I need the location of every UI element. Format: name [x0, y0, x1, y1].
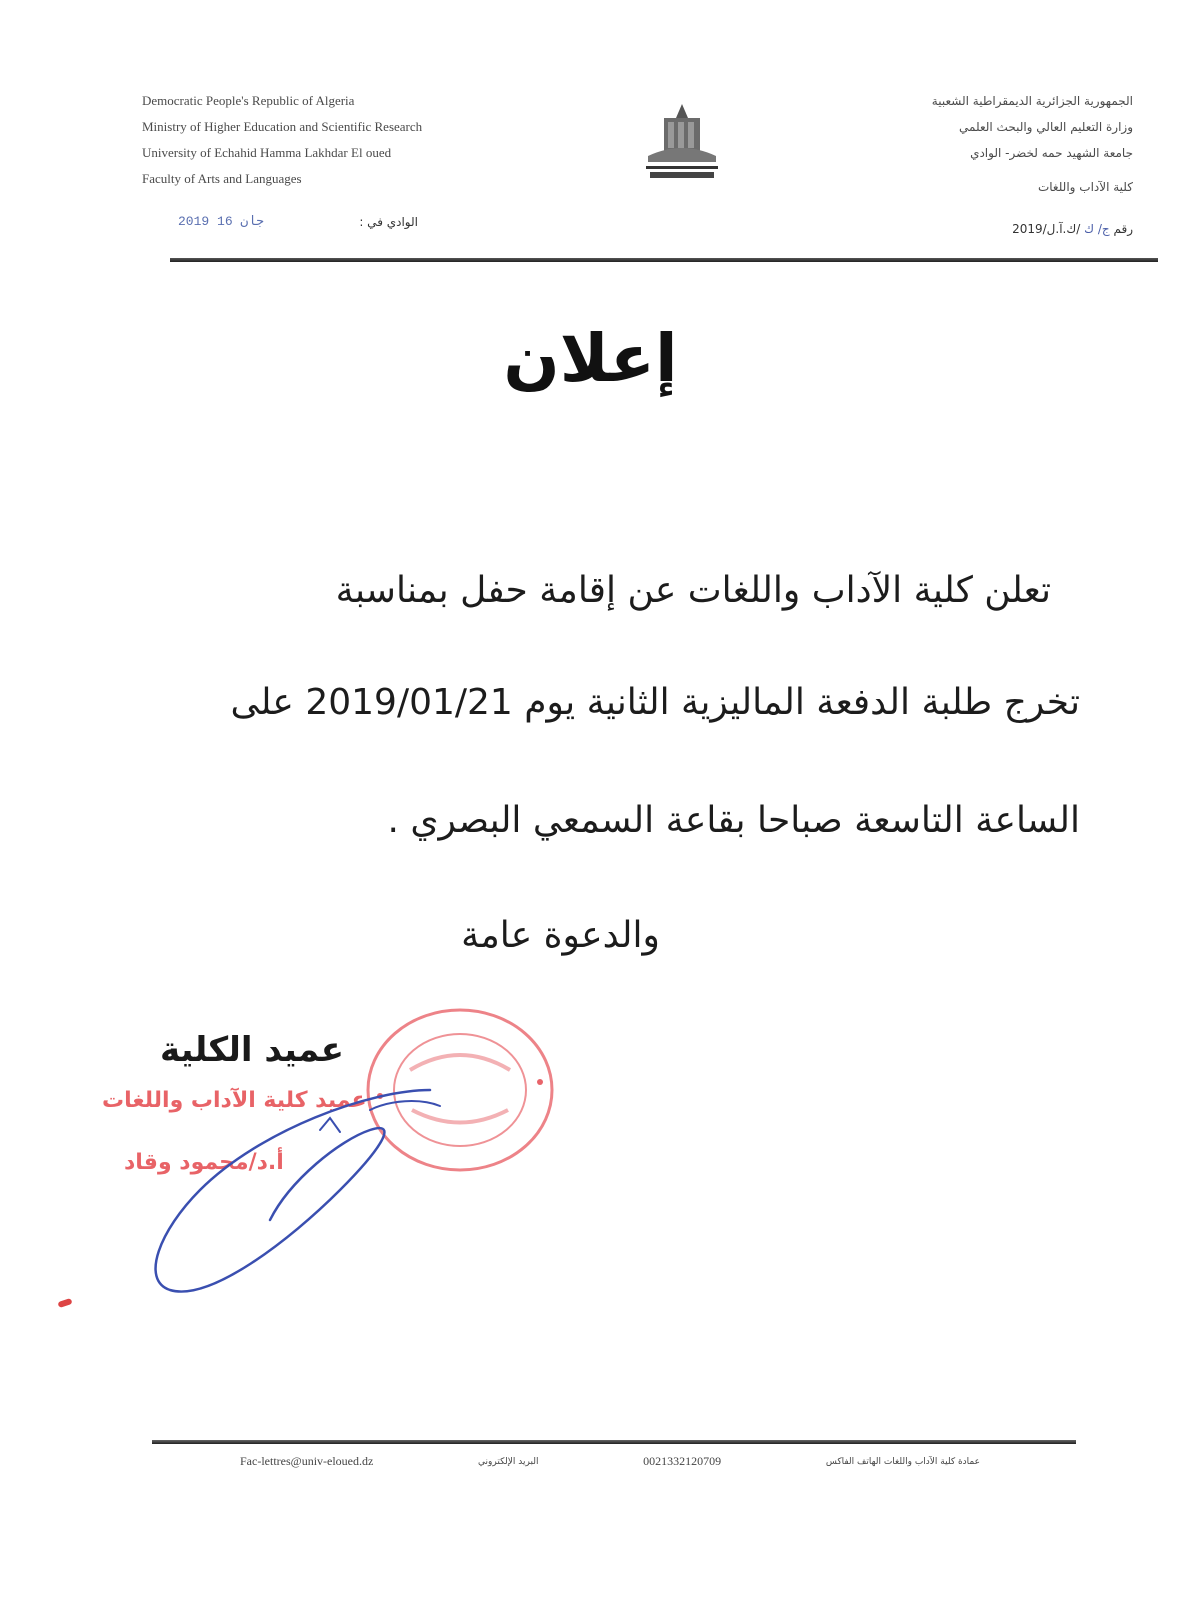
ref-suffix: /ك.آ.ل/2019	[1012, 222, 1081, 236]
date-label: الوادي في :	[359, 214, 418, 229]
header-ar-line: وزارة التعليم العالي والبحث العلمي	[959, 120, 1133, 134]
header-en-line: University of Echahid Hamma Lakhdar El oued	[142, 145, 392, 160]
document-title: إعلان	[503, 320, 678, 397]
dean-title: عميد الكلية	[160, 1030, 344, 1070]
header-en-line: Democratic People's Republic of Algeria	[142, 93, 355, 108]
stamp-title: عميد كلية الآداب واللغات	[102, 1088, 367, 1113]
body-line-1: تعلن كلية الآداب واللغات عن إقامة حفل بمناسبة	[335, 570, 1051, 611]
university-logo-icon	[642, 100, 722, 184]
ref-handwritten: ج/ ك	[1084, 222, 1110, 236]
header-en-line: Faculty of Arts and Languages	[142, 171, 302, 186]
closing-line: والدعوة عامة	[461, 915, 660, 956]
footer-phone: 0021332120709	[643, 1454, 722, 1468]
header-ar-line: جامعة الشهيد حمه لخضر- الوادي	[970, 146, 1133, 160]
body-line-2: تخرج طلبة الدفعة الماليزية الثانية يوم 2019/01/21 على	[230, 682, 1080, 723]
stamp-name: أ.د/محمود وقاد	[124, 1150, 284, 1175]
footer-divider	[152, 1440, 1076, 1444]
header-english	[142, 88, 572, 192]
header-divider	[170, 258, 1158, 262]
header-arabic	[803, 88, 1133, 200]
reference-number	[1012, 222, 1133, 236]
ref-label: رقم	[1113, 222, 1133, 236]
footer-email-label: البريد الإلكتروني	[478, 1456, 539, 1467]
handwritten-signature-icon	[140, 1070, 460, 1310]
footer	[240, 1454, 980, 1469]
ink-mark	[57, 1298, 72, 1308]
header-ar-line: كلية الآداب واللغات	[1037, 180, 1133, 194]
footer-email: Fac-lettres@univ-eloued.dz	[240, 1454, 374, 1468]
body-line-3: الساعة التاسعة صباحا بقاعة السمعي البصري .	[387, 800, 1080, 841]
date-line	[178, 214, 418, 229]
header-en-line: Ministry of Higher Education and Scientific Research	[142, 119, 423, 134]
date-stamp: 2019 جان 16	[178, 214, 264, 229]
footer-phone-label: عمادة كلية الآداب واللغات الهاتف الفاكس	[825, 1456, 980, 1467]
header-ar-line: الجمهورية الجزائرية الديمقراطية الشعبية	[931, 94, 1133, 108]
